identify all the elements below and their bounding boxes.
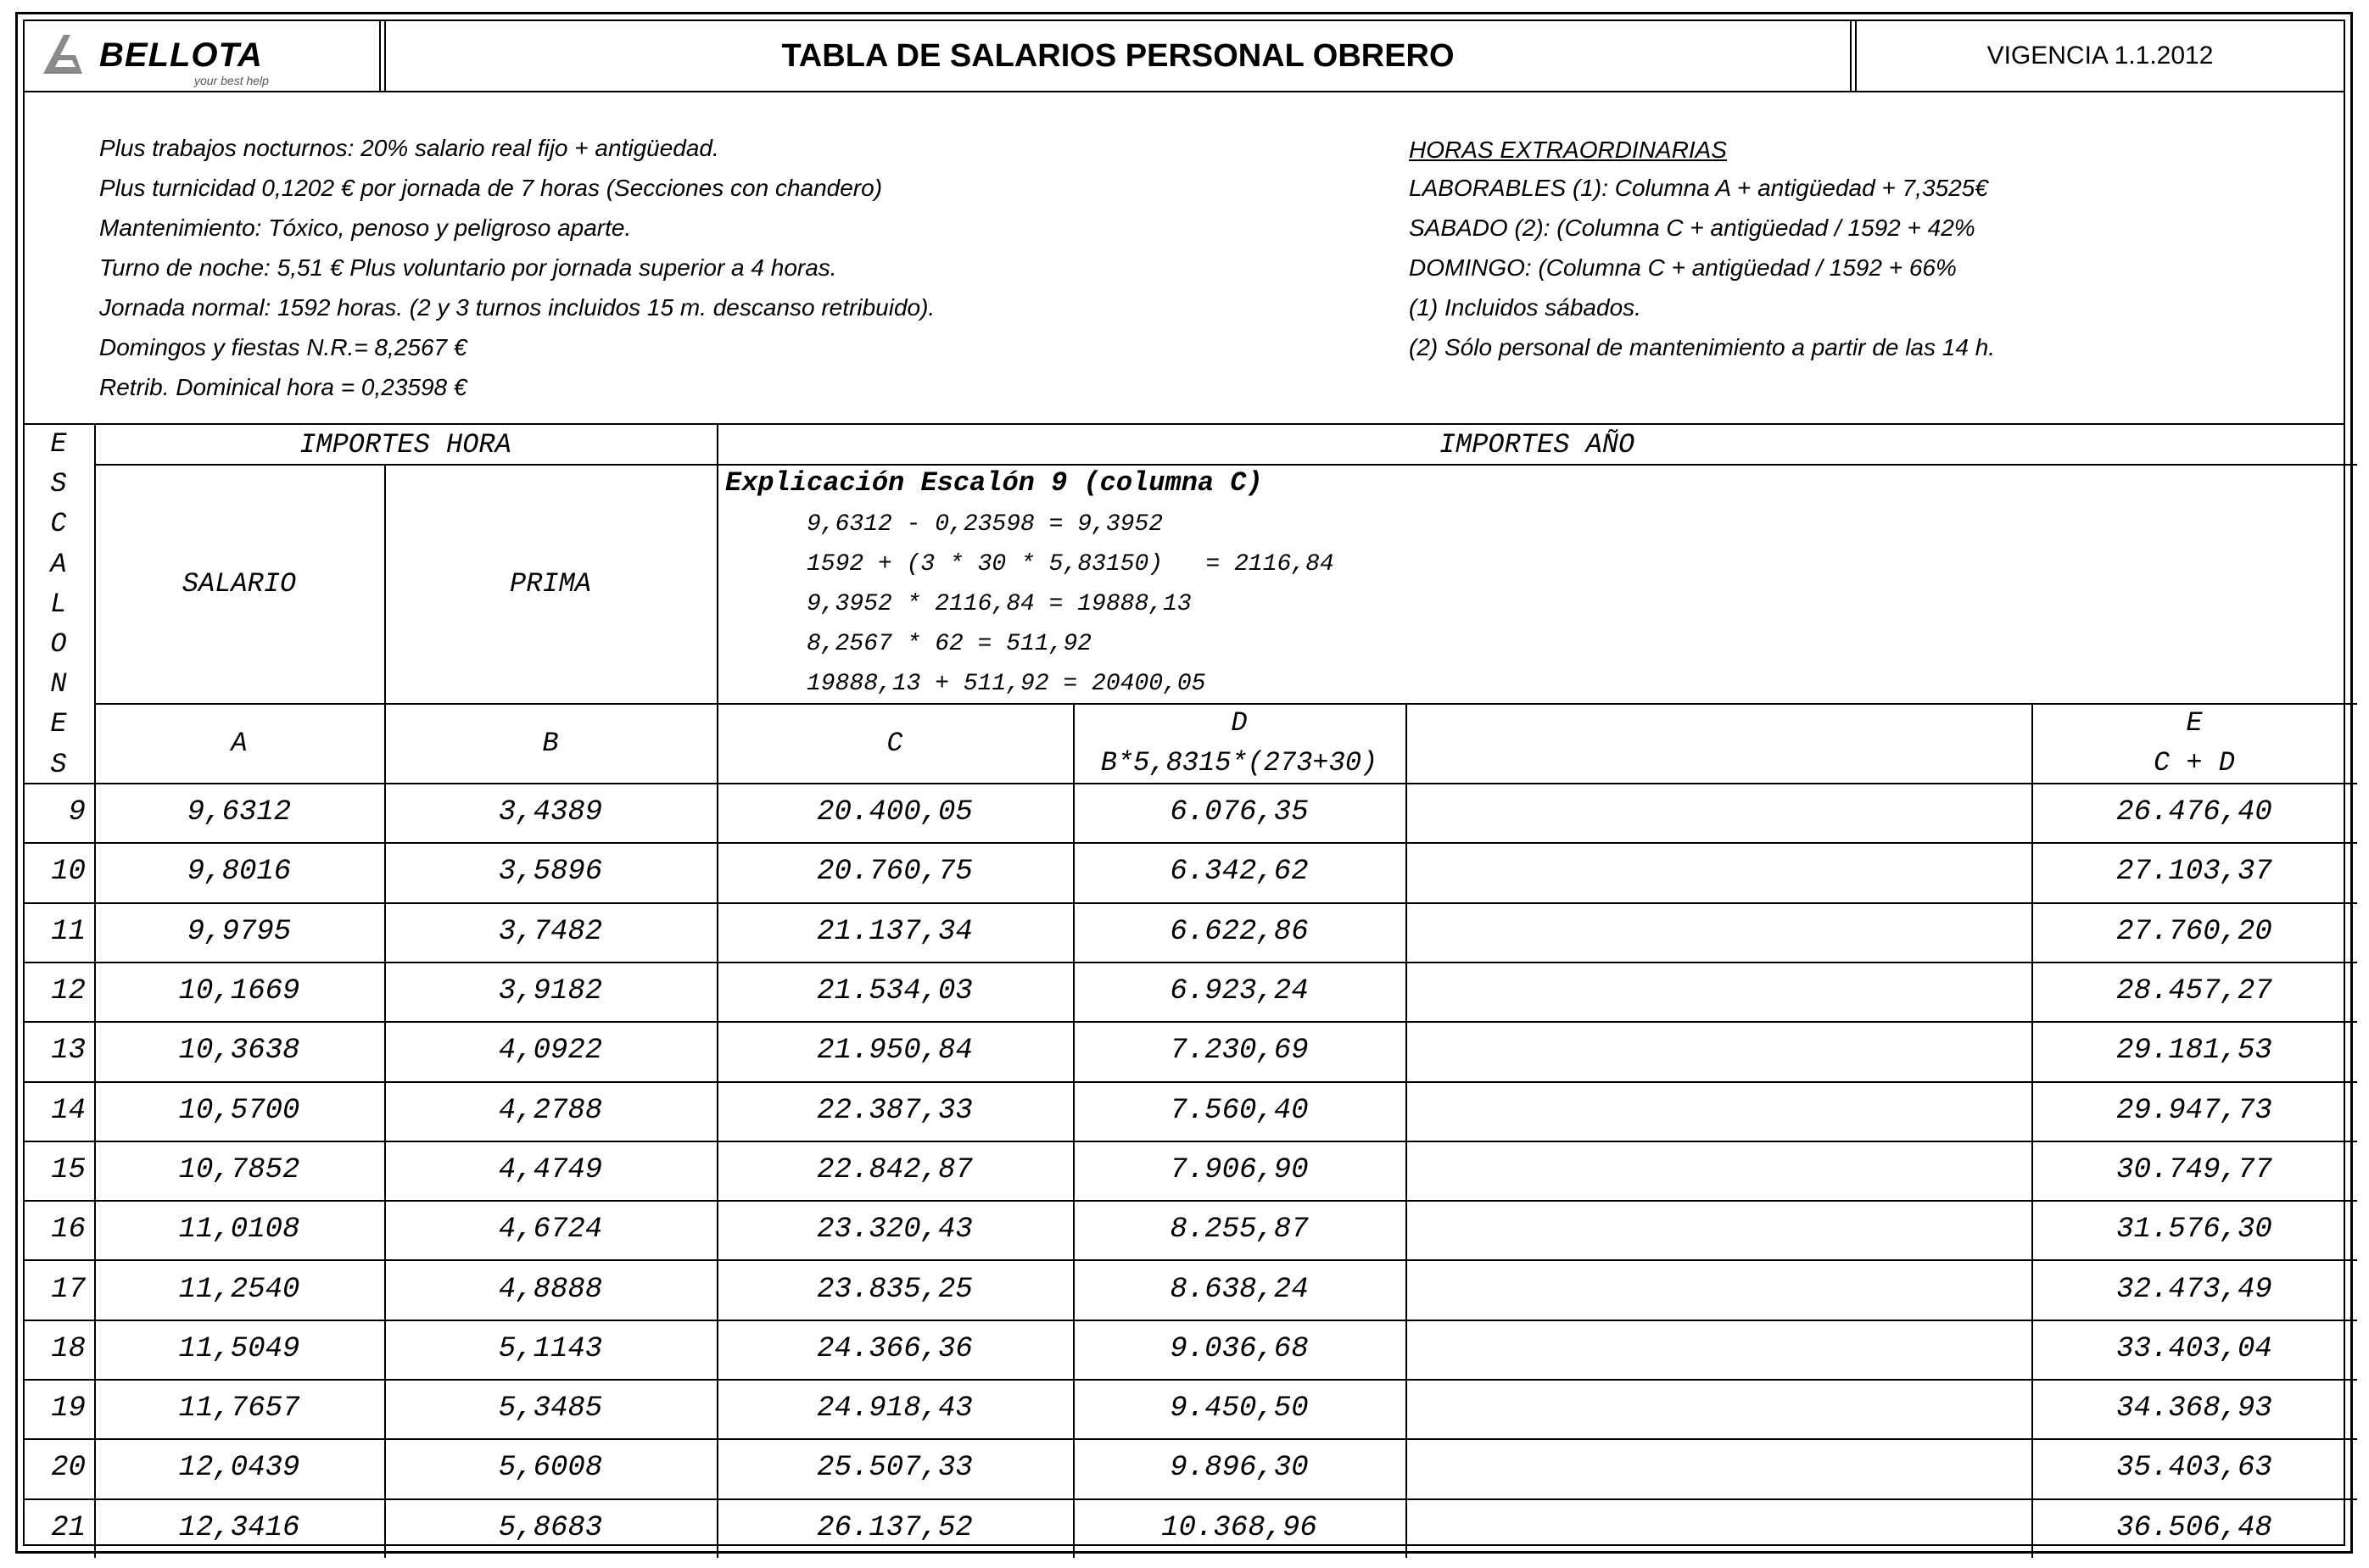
col-c-cell: 23.835,25	[817, 1273, 973, 1306]
escalon-cell: 10	[51, 856, 86, 889]
col-d-cell: 10.368,96	[1161, 1511, 1317, 1544]
prima-cell: 3,4389	[498, 796, 603, 829]
prima-cell: 4,4749	[498, 1153, 603, 1186]
extra-hours-line: (2) Sólo personal de mantenimiento a partir de las 14 h.	[1409, 334, 1996, 360]
logo-name: BELLOTA	[99, 36, 263, 74]
col-b-label: B	[542, 727, 559, 759]
escalones-letter: L	[50, 588, 67, 620]
col-a-label: A	[231, 727, 248, 759]
page-title: TABLA DE SALARIOS PERSONAL OBRERO	[384, 21, 1852, 91]
importes-hora-label: IMPORTES HORA	[299, 428, 511, 460]
escalones-letter: A	[50, 548, 67, 580]
prima-cell: 3,7482	[498, 915, 603, 948]
col-e-cell: 30.749,77	[2116, 1153, 2272, 1186]
prima-label: PRIMA	[509, 567, 591, 600]
extra-hours-line: (1) Incluidos sábados.	[1409, 294, 1641, 321]
salario-cell: 10,3638	[178, 1035, 300, 1068]
col-e-cell: 31.576,30	[2116, 1214, 2272, 1247]
note-line: Mantenimiento: Tóxico, penoso y peligroso aparte.	[99, 215, 632, 241]
escalon-cell: 13	[51, 1035, 86, 1068]
col-e-cell: 36.506,48	[2116, 1511, 2272, 1544]
salario-label: SALARIO	[182, 567, 297, 600]
col-c-cell: 24.918,43	[817, 1392, 973, 1426]
col-e-cell: 32.473,49	[2116, 1273, 2272, 1306]
col-e-cell: 29.947,73	[2116, 1094, 2272, 1127]
col-e-cell: 34.368,93	[2116, 1392, 2272, 1426]
col-d-cell: 6.622,86	[1170, 915, 1309, 948]
note-line: Domingos y fiestas N.R.= 8,2567 €	[99, 334, 467, 360]
salario-cell: 11,2540	[178, 1273, 300, 1306]
extra-hours-line: LABORABLES (1): Columna A + antigüedad + 7,3525€	[1409, 175, 1988, 201]
salario-cell: 9,9795	[187, 915, 292, 948]
col-e-formula: C + D	[2153, 747, 2235, 778]
escalon-cell: 19	[51, 1392, 86, 1426]
col-d-cell: 9.036,68	[1170, 1332, 1309, 1365]
escalon-cell: 11	[51, 915, 86, 948]
vigencia-label: VIGENCIA 1.1.2012	[1855, 21, 2344, 91]
salario-cell: 11,7657	[178, 1392, 300, 1426]
extra-hours-heading: HORAS EXTRAORDINARIAS	[1409, 137, 1727, 163]
col-c-cell: 23.320,43	[817, 1214, 973, 1247]
prima-cell: 5,8683	[498, 1511, 603, 1544]
bellota-logo-icon	[42, 31, 96, 79]
escalon-cell: 18	[51, 1332, 86, 1365]
escalones-letter: E	[50, 708, 67, 740]
col-d-cell: 6.342,62	[1170, 856, 1309, 889]
note-line: Jornada normal: 1592 horas. (2 y 3 turnos incluidos 15 m. descanso retribuido).	[99, 294, 936, 321]
grid-vline	[1405, 703, 1407, 1558]
col-d-cell: 8.638,24	[1170, 1273, 1309, 1306]
prima-cell: 5,1143	[498, 1332, 603, 1365]
prima-cell: 3,5896	[498, 856, 603, 889]
escalon-cell: 15	[51, 1153, 86, 1186]
escalones-letter: E	[50, 428, 67, 460]
escalones-letter: N	[50, 668, 67, 700]
col-e-cell: 27.103,37	[2116, 856, 2272, 889]
salario-cell: 9,6312	[187, 796, 292, 829]
col-c-cell: 22.842,87	[817, 1153, 973, 1186]
col-c-cell: 20.400,05	[817, 796, 973, 829]
salario-cell: 12,3416	[178, 1511, 300, 1544]
salario-cell: 10,5700	[178, 1094, 300, 1127]
prima-cell: 5,3485	[498, 1392, 603, 1426]
salario-cell: 10,1669	[178, 975, 300, 1008]
col-c-cell: 22.387,33	[817, 1094, 973, 1127]
col-c-cell: 20.760,75	[817, 856, 973, 889]
prima-cell: 4,2788	[498, 1094, 603, 1127]
prima-cell: 4,0922	[498, 1035, 603, 1068]
col-e-cell: 35.403,63	[2116, 1452, 2272, 1485]
col-e-label: E	[2186, 707, 2203, 739]
col-d-cell: 6.076,35	[1170, 796, 1309, 829]
col-d-formula: B*5,8315*(273+30)	[1100, 747, 1378, 778]
col-c-cell: 25.507,33	[817, 1452, 973, 1485]
col-d-cell: 9.450,50	[1170, 1392, 1309, 1426]
importes-ano-label: IMPORTES AÑO	[1439, 428, 1635, 460]
salario-cell: 10,7852	[178, 1153, 300, 1186]
col-d-cell: 6.923,24	[1170, 975, 1309, 1008]
explicacion-title: Explicación Escalón 9 (columna C)	[725, 467, 1263, 499]
col-d-cell: 9.896,30	[1170, 1452, 1309, 1485]
bellota-logo	[42, 30, 296, 87]
escalon-cell: 9	[68, 796, 86, 829]
escalon-cell: 14	[51, 1094, 86, 1127]
escalones-letter: S	[50, 468, 67, 500]
salario-cell: 11,5049	[178, 1332, 300, 1365]
logo-cell	[25, 21, 381, 91]
prima-cell: 5,6008	[498, 1452, 603, 1485]
explicacion-line: 8,2567 * 62 = 511,92	[807, 631, 1092, 657]
explicacion-line: 1592 + (3 * 30 * 5,83150) = 2116,84	[807, 551, 1334, 578]
escalones-letter: C	[50, 508, 67, 540]
col-d-cell: 8.255,87	[1170, 1214, 1309, 1247]
salario-cell: 12,0439	[178, 1452, 300, 1485]
escalon-cell: 17	[51, 1273, 86, 1306]
col-e-cell: 29.181,53	[2116, 1035, 2272, 1068]
escalones-letter: O	[50, 628, 67, 660]
sheet-inner-frame	[23, 20, 2345, 1546]
col-c-cell: 24.366,36	[817, 1332, 973, 1365]
salario-cell: 9,8016	[187, 856, 292, 889]
col-e-cell: 33.403,04	[2116, 1332, 2272, 1365]
salary-sheet	[15, 12, 2353, 1554]
col-d-cell: 7.230,69	[1170, 1035, 1309, 1068]
explicacion-line: 9,6312 - 0,23598 = 9,3952	[807, 511, 1164, 538]
col-e-cell: 26.476,40	[2116, 796, 2272, 829]
escalon-cell: 12	[51, 975, 86, 1008]
col-d-label: D	[1231, 707, 1248, 739]
note-line: Plus trabajos nocturnos: 20% salario real fijo + antigüedad.	[99, 135, 719, 161]
explicacion-line: 19888,13 + 511,92 = 20400,05	[807, 671, 1206, 697]
salario-cell: 11,0108	[178, 1214, 300, 1247]
col-c-cell: 21.950,84	[817, 1035, 973, 1068]
prima-cell: 4,8888	[498, 1273, 603, 1306]
prima-cell: 4,6724	[498, 1214, 603, 1247]
note-line: Retrib. Dominical hora = 0,23598 €	[99, 374, 467, 400]
prima-cell: 3,9182	[498, 975, 603, 1008]
col-c-cell: 21.137,34	[817, 915, 973, 948]
escalones-letter: S	[50, 748, 67, 780]
escalon-cell: 21	[51, 1511, 86, 1544]
notes-section	[25, 92, 2344, 425]
note-line: Turno de noche: 5,51 € Plus voluntario por jornada superior a 4 horas.	[99, 254, 837, 281]
col-d-cell: 7.906,90	[1170, 1153, 1309, 1186]
escalon-cell: 16	[51, 1214, 86, 1247]
header-row	[25, 21, 2344, 92]
col-e-cell: 27.760,20	[2116, 915, 2272, 948]
note-line: Plus turnicidad 0,1202 € por jornada de 7 horas (Secciones con chandero)	[99, 175, 883, 201]
explicacion-line: 9,3952 * 2116,84 = 19888,13	[807, 591, 1192, 617]
logo-tagline: your best help	[194, 74, 269, 87]
extra-hours-line: DOMINGO: (Columna C + antigüedad / 1592 + 66%	[1409, 254, 1957, 281]
escalon-cell: 20	[51, 1452, 86, 1485]
col-d-cell: 7.560,40	[1170, 1094, 1309, 1127]
col-c-label: C	[886, 727, 903, 759]
col-c-cell: 26.137,52	[817, 1511, 973, 1544]
col-c-cell: 21.534,03	[817, 975, 973, 1008]
col-e-cell: 28.457,27	[2116, 975, 2272, 1008]
extra-hours-line: SABADO (2): (Columna C + antigüedad / 1592 + 42%	[1409, 215, 1975, 241]
